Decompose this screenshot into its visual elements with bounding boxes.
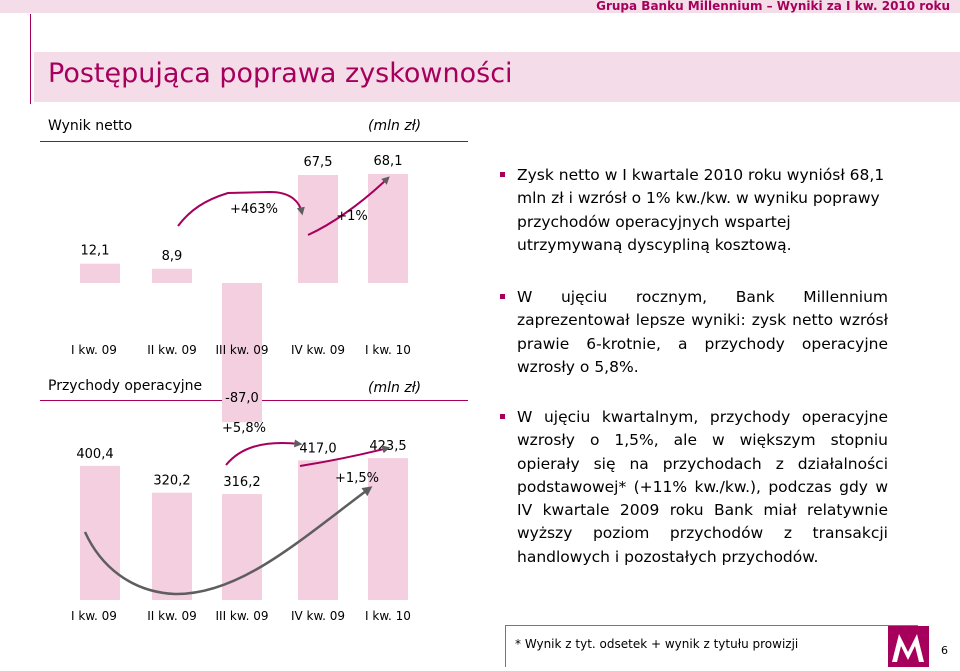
header-text: Grupa Banku Millennium – Wyniki za I kw. 2010 roku bbox=[596, 0, 950, 13]
page-title: Postępująca poprawa zyskowności bbox=[48, 58, 513, 89]
revenue-category-label: IV kw. 09 bbox=[290, 609, 346, 623]
revenue-panel-unit: (mln zł) bbox=[368, 380, 422, 396]
millennium-logo bbox=[888, 626, 929, 667]
bullet-text: W ujęciu kwartalnym, przychody operacyjne wzrosły o 1,5%, ale w większym stopniu opierały się na przychodach z działalności podstawowej* (+11% kw./kw.), podczas gdy w IV kwartale 2009 roku Bank miał relatywnie wyższy poziom przychodów z transakcji handlowych i pozostałych przychodów. bbox=[517, 408, 888, 566]
bullet-item bbox=[500, 286, 888, 379]
bullet-text: Zysk netto w I kwartale 2010 roku wyniósł 68,1 mln zł i wzrósł o 1% kw./kw. w wyniku poprawy przychodów operacyjnych wspartej utrzymywaną dyscypliną kosztową. bbox=[517, 166, 885, 254]
bullet-text: W ujęciu rocznym, Bank Millennium zaprezentował lepsze wyniki: zysk netto wzrósł prawie 6-krotnie, a przychody operacyjne wzrosły o 5,8%. bbox=[517, 288, 888, 376]
page-number: 6 bbox=[941, 644, 948, 657]
revenue-yoy-annotation: +5,8% bbox=[222, 421, 266, 436]
revenue-value-label: 320,2 bbox=[153, 473, 191, 489]
net-panel-unit: (mln zł) bbox=[368, 118, 422, 134]
net-value-label: 67,5 bbox=[303, 155, 333, 170]
footnote: * Wynik z tyt. odsetek + wynik z tytułu prowizji bbox=[515, 637, 799, 651]
revenue-panel-title: Przychody operacyjne bbox=[48, 378, 203, 394]
revenue-bar bbox=[152, 493, 192, 600]
revenue-bar bbox=[298, 460, 338, 600]
net-panel-title: Wynik netto bbox=[48, 118, 133, 134]
net-bar bbox=[152, 269, 192, 283]
revenue-category-label: II kw. 09 bbox=[147, 609, 197, 623]
net-value-label: -87,0 bbox=[225, 391, 259, 407]
revenue-value-label: 400,4 bbox=[76, 446, 114, 462]
revenue-yoy-arrow bbox=[226, 443, 300, 465]
revenue-value-label: 316,2 bbox=[223, 475, 261, 491]
net-value-label: 12,1 bbox=[80, 243, 110, 259]
net-value-label: 68,1 bbox=[373, 154, 403, 170]
net-category-label: I kw. 09 bbox=[71, 343, 117, 357]
millennium-logo-icon bbox=[888, 626, 929, 667]
net-category-label: II kw. 09 bbox=[147, 343, 197, 357]
revenue-category-label: I kw. 09 bbox=[71, 609, 117, 623]
net-qoq-annotation: +1% bbox=[336, 209, 368, 224]
net-yoy-annotation: +463% bbox=[229, 202, 279, 217]
bullet-marker bbox=[500, 414, 505, 419]
revenue-qoq-annotation: +1,5% bbox=[335, 471, 379, 486]
bullet-item bbox=[500, 164, 888, 257]
revenue-category-label: III kw. 09 bbox=[215, 609, 269, 623]
net-value-label: 8,9 bbox=[161, 248, 183, 264]
net-category-label: IV kw. 09 bbox=[290, 343, 346, 357]
net-category-label: I kw. 10 bbox=[365, 343, 411, 357]
bullet-item bbox=[500, 406, 888, 569]
net-category-label: III kw. 09 bbox=[215, 343, 269, 357]
revenue-value-label: 417,0 bbox=[299, 441, 337, 457]
revenue-value-label: 423,5 bbox=[369, 439, 407, 455]
net-bar bbox=[80, 264, 120, 283]
bullet-marker bbox=[500, 172, 505, 177]
revenue-category-label: I kw. 10 bbox=[365, 609, 411, 623]
bullet-marker bbox=[500, 294, 505, 299]
